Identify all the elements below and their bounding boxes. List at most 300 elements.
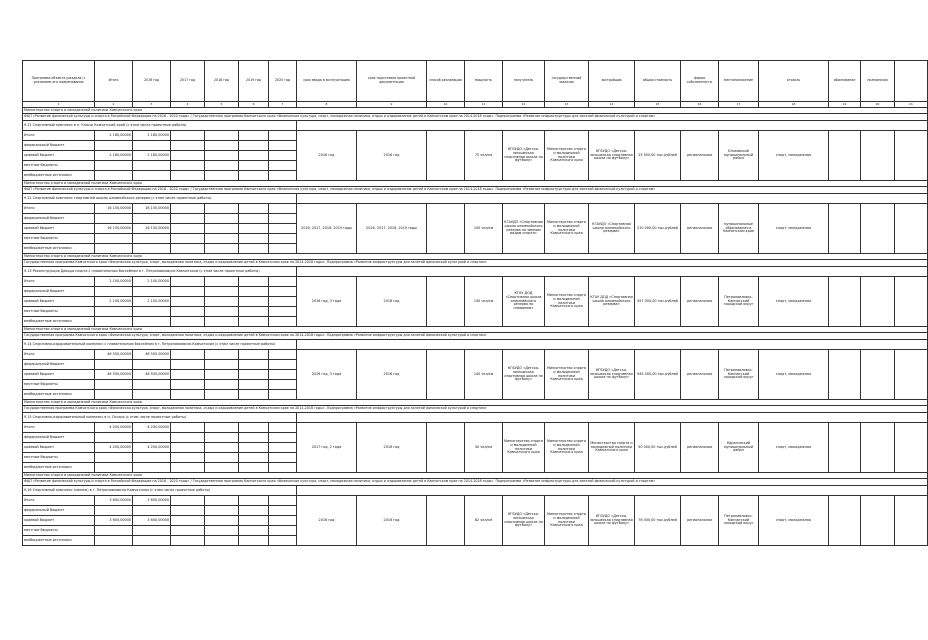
amount-cell [205, 443, 239, 453]
amount-cell [205, 171, 239, 181]
amount-cell [269, 141, 297, 151]
branch-cell: спорт, молодежная [759, 131, 829, 181]
header-cell: отрасль [759, 61, 829, 102]
amount-cell [205, 433, 239, 443]
amount-total [95, 536, 133, 546]
funding-row [23, 350, 928, 360]
amount-2016 [133, 244, 171, 254]
funding-source: краевой бюджет [23, 516, 95, 526]
amount-2016 [133, 506, 171, 516]
header-cell: государственный заказчик [545, 61, 589, 102]
amount-cell [239, 151, 269, 161]
amount-cell [171, 390, 205, 400]
recipient-cell: КГБУДО «Детско-юношеская спортивная школа по футболу» [503, 350, 545, 400]
program-title: ФЦП «Развитие физической культуры и спорта в Российской Федерации на 2016 - 2020 годы» / Государственная программа Камчатского края «Физическая культура, спорт, молодежная политика, отдых и оздоровление детей в Камчатском крае на 2014-2018 годы». Подпрограмма «Развитие инфраструктуры для занятий физической культурой и спортом» [23, 479, 928, 486]
amount-cell [269, 161, 297, 171]
funding-row [23, 204, 928, 214]
amount-cell [269, 317, 297, 327]
header-cell: общая стоимость [635, 61, 681, 102]
amount-cell [205, 234, 239, 244]
capacity-cell: 82 чел/см [465, 496, 503, 546]
funding-source: Итого [23, 131, 95, 141]
amount-total [95, 171, 133, 181]
branch-cell: спорт, молодежная [759, 423, 829, 473]
amount-cell [205, 287, 239, 297]
column-number: 4 [171, 102, 205, 108]
cost-cell: 457 000,00 тыс.рублей [635, 277, 681, 327]
item-row [23, 121, 928, 131]
amount-cell [171, 350, 205, 360]
amount-cell [171, 516, 205, 526]
funding-source: внебюджетные источники [23, 390, 95, 400]
empty-cell [895, 350, 928, 400]
funding-source: местные бюджеты [23, 307, 95, 317]
amount-total [95, 214, 133, 224]
amount-2016: 4 200,00000 [133, 423, 171, 433]
amount-cell [205, 141, 239, 151]
empty-cell [297, 486, 928, 496]
amount-2016 [133, 287, 171, 297]
amount-2016 [133, 317, 171, 327]
amount-cell [269, 390, 297, 400]
empty-cell [895, 496, 928, 546]
amount-cell [239, 171, 269, 181]
capital-investment-table [22, 60, 928, 546]
amount-total: 2 100,00000 [95, 277, 133, 287]
empty-cell [829, 350, 861, 400]
empty-cell [829, 277, 861, 327]
form-cell: региональная [681, 496, 719, 546]
capacity-cell: 140 чел/см [465, 350, 503, 400]
amount-2016: 46 550,00000 [133, 370, 171, 380]
funding-source: Итого [23, 204, 95, 214]
header-cell: местоположение [719, 61, 759, 102]
amount-cell [239, 496, 269, 506]
program-title: ФЦП «Развитие физической культуры и спорта в Российской Федерации на 2016 - 2020 годы» / Государственная программа Камчатского края «Физическая культура, спорт, молодежная политика, отдых и оздоровление детей в Камчатском крае на 2014-2018 годы». Подпрограмма «Развитие инфраструктуры для занятий физической культурой и спортом» [23, 114, 928, 121]
customer-cell: Министерство спорта и молодежной политики Камчатского края [545, 496, 589, 546]
amount-cell [269, 171, 297, 181]
capacity-cell: 75 чел/см [465, 131, 503, 181]
amount-cell [171, 536, 205, 546]
program-row [23, 406, 928, 413]
funding-source: Итого [23, 277, 95, 287]
amount-cell [205, 277, 239, 287]
column-number: 21 [895, 102, 928, 108]
amount-total: 2 100,00000 [95, 297, 133, 307]
amount-2016 [133, 463, 171, 473]
amount-cell [269, 244, 297, 254]
header-cell: Программа объекта (раздела) с указанием его наименования [23, 61, 95, 102]
cost-cell: 76 000,00 тыс.рублей [635, 496, 681, 546]
amount-cell [205, 506, 239, 516]
funding-source: Итого [23, 496, 95, 506]
location-cell: муниципальные образования в Камчатском крае [719, 204, 759, 254]
amount-cell [239, 370, 269, 380]
amount-total [95, 161, 133, 171]
funding-source: местные бюджеты [23, 234, 95, 244]
empty-cell [297, 340, 928, 350]
amount-total: 46 550,00000 [95, 350, 133, 360]
amount-cell [205, 496, 239, 506]
amount-2016 [133, 536, 171, 546]
form-cell: региональная [681, 423, 719, 473]
header-cell: мощность [465, 61, 503, 102]
empty-cell [861, 131, 895, 181]
amount-cell [269, 234, 297, 244]
funding-source: внебюджетные источники [23, 463, 95, 473]
amount-cell [269, 307, 297, 317]
recipient-cell: КГБУДО «Детско-юношеская спортивная школа по футболу» [503, 131, 545, 181]
empty-cell [297, 413, 928, 423]
program-title: Государственная программа Камчатского края «Физическая культура, спорт, молодежная политика, отдых и оздоровление детей в Камчатском крае на 2014-2018 годы». Подпрограмма «Развитие инфраструктуры для занятий физической культурой и спортом» [23, 260, 928, 267]
method-cell [427, 423, 465, 473]
column-number: 15 [635, 102, 681, 108]
item-row [23, 413, 928, 423]
amount-cell [239, 423, 269, 433]
column-number: 20 [861, 102, 895, 108]
funding-source: Итого [23, 423, 95, 433]
amount-cell [239, 360, 269, 370]
amount-cell [269, 526, 297, 536]
amount-cell [205, 390, 239, 400]
column-number: 10 [427, 102, 465, 108]
item-title: 9.15 Спортивно-оздоровительный комплекс в п. Оссора (с этим числе проектные работы) [23, 413, 297, 423]
location-cell: Карагинский муниципальный район [719, 423, 759, 473]
amount-cell [239, 536, 269, 546]
amount-cell [269, 506, 297, 516]
amount-cell [171, 526, 205, 536]
builder-cell: КГБУДО «Детско-юношеская спортивная школа по футболу» [589, 131, 635, 181]
amount-cell [239, 224, 269, 234]
amount-total [95, 307, 133, 317]
location-cell: Петропавловск-Камчатский городской округ [719, 350, 759, 400]
column-number: 18 [759, 102, 829, 108]
method-cell [427, 131, 465, 181]
funding-source: внебюджетные источники [23, 317, 95, 327]
amount-total: 2 180,00000 [95, 131, 133, 141]
amount-cell [269, 423, 297, 433]
amount-cell [171, 277, 205, 287]
customer-cell: Министерство спорта и молодежной политики Камчатского края [545, 350, 589, 400]
section-title: Министерство спорта и молодежной политики Камчатского края [23, 254, 928, 260]
term-cell: 2016 год, 3 года [297, 277, 357, 327]
cost-cell: 210 000,00 тыс.рублей [635, 204, 681, 254]
amount-2016 [133, 161, 171, 171]
amount-cell [239, 277, 269, 287]
branch-cell: спорт, молодежная [759, 496, 829, 546]
prep-cell: 2016, 2017, 2018, 2019 годы [357, 204, 427, 254]
amount-cell [239, 244, 269, 254]
amount-cell [269, 350, 297, 360]
amount-2016 [133, 214, 171, 224]
amount-cell [239, 317, 269, 327]
capacity-cell: 100 чел/см [465, 204, 503, 254]
amount-cell [171, 131, 205, 141]
empty-cell [297, 121, 928, 131]
amount-cell [269, 131, 297, 141]
section-title: Министерство спорта и молодежной политики Камчатского края [23, 108, 928, 114]
location-cell: Елизовский муниципальный район [719, 131, 759, 181]
amount-cell [239, 526, 269, 536]
builder-cell: КГБУДО «Детско-юношеская спортивная школа по футболу» [589, 350, 635, 400]
amount-cell [205, 370, 239, 380]
amount-cell [205, 350, 239, 360]
amount-cell [205, 317, 239, 327]
amount-cell [239, 350, 269, 360]
item-title: 9.14 Спортивно-оздоровительный комплекс с плавательным бассейном в г. Петропавловске-Камчатском (с этим числе проектные работы) [23, 340, 297, 350]
funding-source: местные бюджеты [23, 380, 95, 390]
amount-2016: 3 600,00000 [133, 516, 171, 526]
empty-cell [861, 350, 895, 400]
amount-cell [171, 141, 205, 151]
item-row [23, 194, 928, 204]
amount-total [95, 463, 133, 473]
funding-source: Итого [23, 350, 95, 360]
section-title: Министерство спорта и молодежной политики Камчатского края [23, 181, 928, 187]
funding-source: федеральный бюджет [23, 141, 95, 151]
item-title: 9.13 Реконструкция Дворца спорта с плавательным бассейном в г. Петропавловске-Камчатском (с этим числе проектные работы) [23, 267, 297, 277]
amount-cell [269, 370, 297, 380]
form-cell: региональная [681, 204, 719, 254]
column-number: 1 [23, 102, 95, 108]
amount-2016 [133, 307, 171, 317]
header-cell: полномочия [861, 61, 895, 102]
amount-cell [239, 453, 269, 463]
amount-2016 [133, 380, 171, 390]
amount-cell [239, 516, 269, 526]
amount-cell [171, 307, 205, 317]
amount-cell [239, 161, 269, 171]
recipient-cell: КГАУДО «Спортивная школа олимпийского резерва по зимним видам спорта» [503, 204, 545, 254]
amount-cell [239, 214, 269, 224]
funding-source: краевой бюджет [23, 224, 95, 234]
prep-cell: 2016 год [357, 277, 427, 327]
funding-source: федеральный бюджет [23, 433, 95, 443]
funding-source: федеральный бюджет [23, 287, 95, 297]
column-number: 19 [829, 102, 861, 108]
funding-source: краевой бюджет [23, 297, 95, 307]
amount-2016 [133, 171, 171, 181]
program-title: Государственная программа Камчатского края «Физическая культура, спорт, молодежная политика, отдых и оздоровление детей в Камчатском крае на 2014-2018 годы». Подпрограмма «Развитие инфраструктуры для занятий физической культурой и спортом» [23, 406, 928, 413]
cost-cell: 50 000,00 тыс.рублей [635, 423, 681, 473]
amount-cell [239, 463, 269, 473]
amount-total [95, 244, 133, 254]
amount-2016: 16 150,00000 [133, 224, 171, 234]
prep-cell: 2016 год [357, 350, 427, 400]
header-cell: 2016 год [133, 61, 171, 102]
amount-cell [239, 307, 269, 317]
section-title: Министерство спорта и молодежной политики Камчатского края [23, 327, 928, 333]
amount-cell [239, 390, 269, 400]
amount-cell [171, 204, 205, 214]
funding-row [23, 423, 928, 433]
amount-cell [269, 224, 297, 234]
amount-cell [239, 380, 269, 390]
empty-cell [895, 131, 928, 181]
header-cell: застройщик [589, 61, 635, 102]
column-number: 17 [719, 102, 759, 108]
amount-cell [205, 151, 239, 161]
amount-total [95, 390, 133, 400]
amount-cell [269, 496, 297, 506]
amount-2016 [133, 360, 171, 370]
recipient-cell: Министерство спорта и молодежной политики Камчатского края [503, 423, 545, 473]
header-cell: 2017 год [171, 61, 205, 102]
builder-cell: Министерство спорта и молодежной политики Камчатского края [589, 423, 635, 473]
column-number: 13 [545, 102, 589, 108]
program-row [23, 333, 928, 340]
empty-cell [829, 131, 861, 181]
program-title: Государственная программа Камчатского края «Физическая культура, спорт, молодежная политика, отдых и оздоровление детей в Камчатском крае на 2014-2018 годы». Подпрограмма «Развитие инфраструктуры для занятий физической культурой и спортом» [23, 333, 928, 340]
header-cell: обоснование [829, 61, 861, 102]
item-title: 9.12 Спортивный комплекс спортивной школы олимпийского резерва (с этим числе проектные работы) [23, 194, 297, 204]
funding-source: федеральный бюджет [23, 214, 95, 224]
amount-cell [239, 131, 269, 141]
customer-cell: Министерство спорта и молодежной политики Камчатского края [545, 204, 589, 254]
amount-cell [239, 443, 269, 453]
amount-2016 [133, 141, 171, 151]
empty-cell [861, 277, 895, 327]
amount-cell [205, 463, 239, 473]
amount-cell [205, 131, 239, 141]
amount-cell [205, 536, 239, 546]
amount-total: 4 200,00000 [95, 443, 133, 453]
form-cell: региональная [681, 131, 719, 181]
prep-cell: 2016 год [357, 496, 427, 546]
column-number: 11 [465, 102, 503, 108]
method-cell [427, 277, 465, 327]
program-title: ФЦП «Развитие физической культуры и спорта в Российской Федерации на 2016 - 2020 годы» / Государственная программа Камчатского края «Физическая культура, спорт, молодежная политика, отдых и оздоровление детей в Камчатском крае на 2014-2018 годы». Подпрограмма «Развитие инфраструктуры для занятий физической культурой и спортом» [23, 187, 928, 194]
term-cell: 2016, 2017, 2018, 2019 годы [297, 204, 357, 254]
column-number: 5 [205, 102, 239, 108]
program-row [23, 187, 928, 194]
empty-cell [861, 204, 895, 254]
header-row [23, 61, 928, 102]
item-row [23, 267, 928, 277]
amount-2016: 2 100,00000 [133, 277, 171, 287]
amount-cell [205, 526, 239, 536]
capacity-cell: 140 чел/см [465, 277, 503, 327]
amount-cell [171, 370, 205, 380]
form-cell: региональная [681, 277, 719, 327]
amount-total [95, 234, 133, 244]
amount-cell [269, 204, 297, 214]
amount-cell [205, 423, 239, 433]
builder-cell: КГАУДО «Спортивная школа олимпийского резерва» [589, 204, 635, 254]
amount-cell [269, 433, 297, 443]
empty-cell [829, 204, 861, 254]
amount-total: 16 150,00000 [95, 224, 133, 234]
empty-cell [829, 423, 861, 473]
method-cell [427, 350, 465, 400]
form-cell: региональная [681, 350, 719, 400]
column-number: 3 [133, 102, 171, 108]
amount-cell [269, 360, 297, 370]
table-body [23, 108, 928, 546]
amount-total [95, 317, 133, 327]
program-row [23, 260, 928, 267]
branch-cell: спорт, молодежная [759, 204, 829, 254]
method-cell [427, 204, 465, 254]
funding-source: внебюджетные источники [23, 536, 95, 546]
amount-2016 [133, 234, 171, 244]
empty-cell [297, 267, 928, 277]
amount-2016 [133, 433, 171, 443]
term-cell: 2017 год, 2 года [297, 423, 357, 473]
amount-cell [205, 224, 239, 234]
section-title: Министерство спорта и молодежной политики Камчатского края [23, 473, 928, 479]
amount-total [95, 526, 133, 536]
amount-2016 [133, 390, 171, 400]
customer-cell: Министерство спорта и молодежной политики Камчатского края [545, 423, 589, 473]
amount-cell [171, 443, 205, 453]
amount-cell [205, 161, 239, 171]
amount-cell [269, 380, 297, 390]
amount-total: 3 600,00000 [95, 516, 133, 526]
cost-cell: 945 000,00 тыс.рублей [635, 350, 681, 400]
amount-cell [239, 204, 269, 214]
amount-cell [171, 433, 205, 443]
empty-cell [861, 423, 895, 473]
program-row [23, 479, 928, 486]
amount-cell [171, 151, 205, 161]
prep-cell: 2016 год [357, 131, 427, 181]
amount-cell [239, 287, 269, 297]
item-title: 9.16 Спортивный комплекс (манеж) в г. Петропавловске-Камчатском (с этим числе проектные работы) [23, 486, 297, 496]
amount-cell [171, 380, 205, 390]
amount-cell [269, 453, 297, 463]
recipient-cell: КГАУ ДОД «Спортивная школа олимпийского резерва по плаванию» [503, 277, 545, 327]
column-number: 9 [357, 102, 427, 108]
column-number: 6 [239, 102, 269, 108]
funding-source: местные бюджеты [23, 526, 95, 536]
amount-cell [269, 536, 297, 546]
amount-cell [171, 297, 205, 307]
amount-cell [205, 214, 239, 224]
amount-cell [269, 516, 297, 526]
header-cell [895, 61, 928, 102]
column-number: 12 [503, 102, 545, 108]
funding-source: внебюджетные источники [23, 244, 95, 254]
amount-total [95, 287, 133, 297]
amount-cell [205, 244, 239, 254]
funding-row [23, 277, 928, 287]
empty-cell [829, 496, 861, 546]
amount-cell [171, 214, 205, 224]
cost-cell: 25 500,00 тыс.рублей [635, 131, 681, 181]
amount-cell [205, 453, 239, 463]
amount-2016: 2 180,00000 [133, 131, 171, 141]
column-number: 2 [95, 102, 133, 108]
funding-source: внебюджетные источники [23, 171, 95, 181]
header-cell: Итого [95, 61, 133, 102]
term-cell: 2016 год [297, 131, 357, 181]
term-cell: 2016 год, 3 года [297, 350, 357, 400]
branch-cell: спорт, молодежная [759, 350, 829, 400]
amount-cell [171, 171, 205, 181]
amount-total: 2 180,00000 [95, 151, 133, 161]
term-cell: 2016 год [297, 496, 357, 546]
amount-cell [205, 307, 239, 317]
amount-total: 16 150,00000 [95, 204, 133, 214]
customer-cell: Министерство спорта и молодежной политики Камчатского края [545, 131, 589, 181]
amount-total [95, 506, 133, 516]
amount-cell [239, 234, 269, 244]
customer-cell: Министерство спорта и молодежной политики Камчатского края [545, 277, 589, 327]
column-number: 16 [681, 102, 719, 108]
amount-cell [269, 214, 297, 224]
capacity-cell: 30 чел/см [465, 423, 503, 473]
